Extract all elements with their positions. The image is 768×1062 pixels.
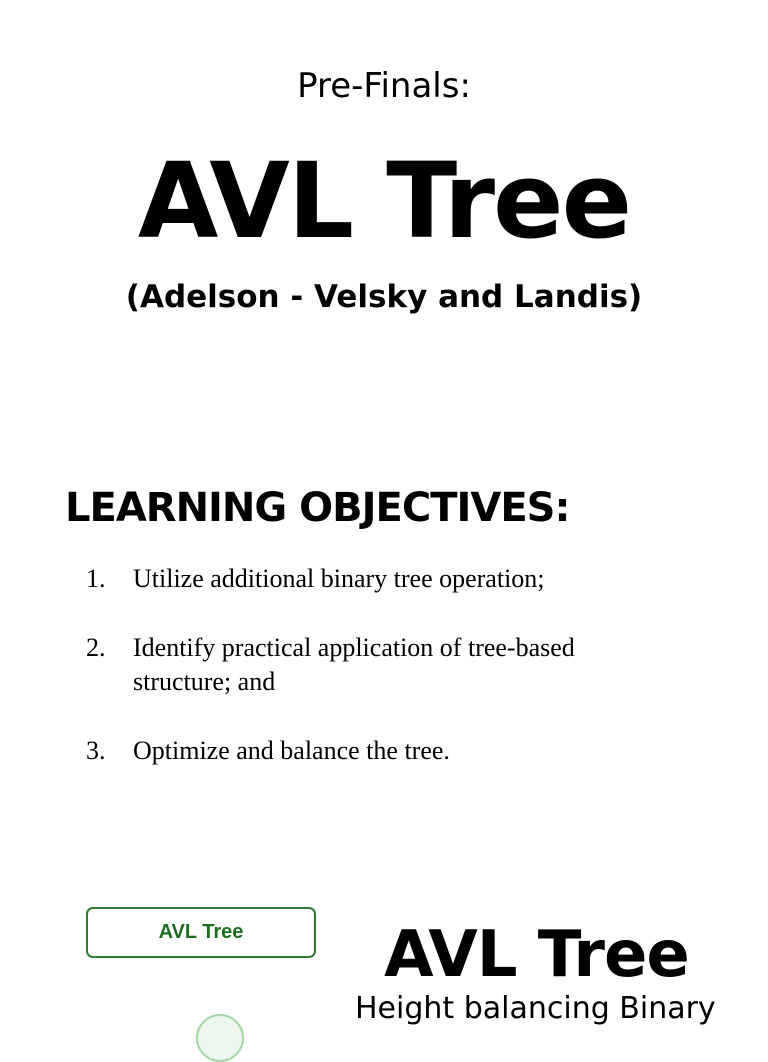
pre-finals-label: Pre-Finals:	[297, 66, 471, 106]
objective-item	[86, 631, 646, 699]
section-subheading: Height balancing Binary	[355, 991, 716, 1026]
objective-number: 2.	[86, 633, 106, 662]
objective-item	[86, 562, 646, 596]
avl-tree-button[interactable]: AVL Tree	[86, 907, 316, 958]
objective-item	[86, 734, 646, 768]
objective-text: Optimize and balance the tree.	[133, 736, 450, 765]
learning-objectives-list	[86, 562, 646, 803]
objective-number: 3.	[86, 736, 106, 765]
learning-objectives-heading: LEARNING OBJECTIVES:	[65, 485, 570, 531]
tree-node-circle	[196, 1014, 244, 1062]
page-subtitle: (Adelson - Velsky and Landis)	[125, 279, 643, 315]
section-heading: AVL Tree	[384, 918, 689, 992]
objective-text: Utilize additional binary tree operation;	[133, 564, 545, 593]
page-title: AVL Tree	[137, 140, 631, 262]
objective-text: Identify practical application of tree-based structure; and	[133, 633, 575, 696]
objective-number: 1.	[86, 564, 106, 593]
